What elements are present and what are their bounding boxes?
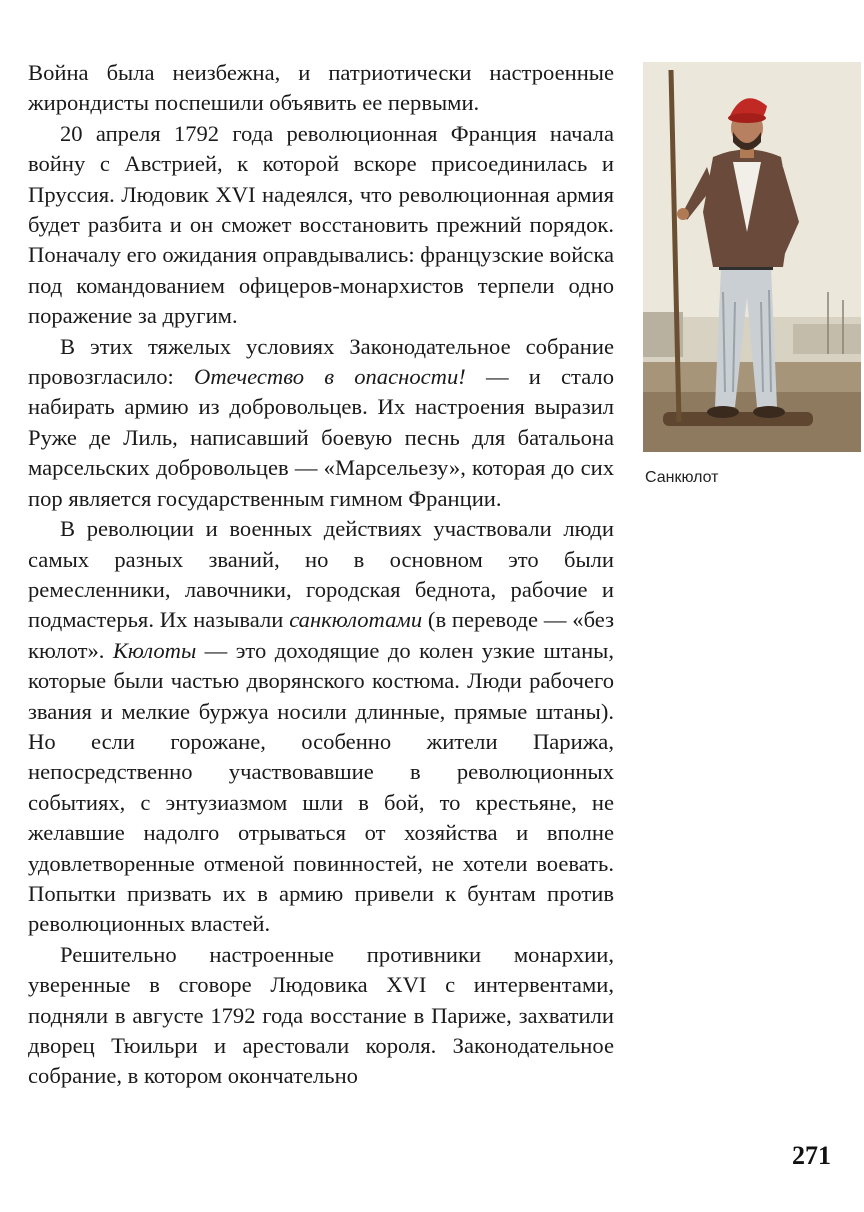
paragraph-4-text-b: (в переводе — «без кюлот».: [28, 607, 614, 663]
paragraph-4-text-c: — это доходящие до колен узкие штаны, которые были частью дворянского костюма. Люди рабочего звания и мелкие буржуа носили длинные, прямые штаны). Но если горожане, особенно жители Парижа, непосредственно участвовавшие в революционных событиях, с энтузиазмом шли в бой, то крестьяне, не желавшие надолго отрываться от хозяйства и вполне удовлетворенные отменой повинностей, не хотели воевать. Попытки призвать их в армию привели к бунтам против революционных властей.: [28, 637, 614, 937]
main-text: [28, 58, 614, 1092]
term-sansculottes: санкюлотами: [289, 607, 423, 633]
sansculotte-figure-image: [643, 62, 861, 452]
paragraph-1: Война была неизбежна, и патриотически настроенные жирондисты поспешили объявить ее первыми.: [28, 60, 614, 116]
paragraph-2: 20 апреля 1792 года революционная Франция начала войну с Австрией, к которой вскоре присоединилась и Пруссия. Людовик XVI надеялся, что революционная армия будет разбита и он сможет восстановить прежний порядок. Поначалу его ожидания оправдывались: французские войска под командованием офицеров-монархистов терпели одно поражение за другим.: [28, 120, 614, 329]
paragraph-3: [28, 332, 614, 514]
paragraph-3-text-a: В этих тяжелых условиях Законодательное собрание провозгласило:: [28, 333, 614, 390]
paragraph-4: [28, 514, 614, 940]
figure-caption: Санкюлот: [645, 469, 719, 486]
paragraph-3-text-b: — и стало набирать армию из добровольцев. Их настроения выразил Руже де Лиль, написавший боевую песнь для батальона марсельских добровольцев — «Марсельезу», которая до сих пор является государственным гимном Франции.: [28, 364, 615, 511]
paragraph-4-text-a: В революции и военных действиях участвовали люди самых разных званий, но в основном это были ремесленники, лавочники, городская беднота, рабочие и подмастерья. Их называли: [28, 516, 614, 633]
sansculotte-illustration: [643, 62, 861, 452]
page-number: 271: [792, 1141, 831, 1170]
slogan-fatherland-in-danger: Отечество в опасности!: [194, 364, 466, 390]
paragraph-5: Решительно настроенные противники монархии, уверенные в сговоре Людовика XVI с интервентами, подняли в августе 1792 года восстание в Париже, захватили дворец Тюильри и арестовали короля. Законодательное собрание, в котором окончательно: [28, 941, 614, 1089]
term-culottes: Кюлоты: [112, 637, 197, 663]
